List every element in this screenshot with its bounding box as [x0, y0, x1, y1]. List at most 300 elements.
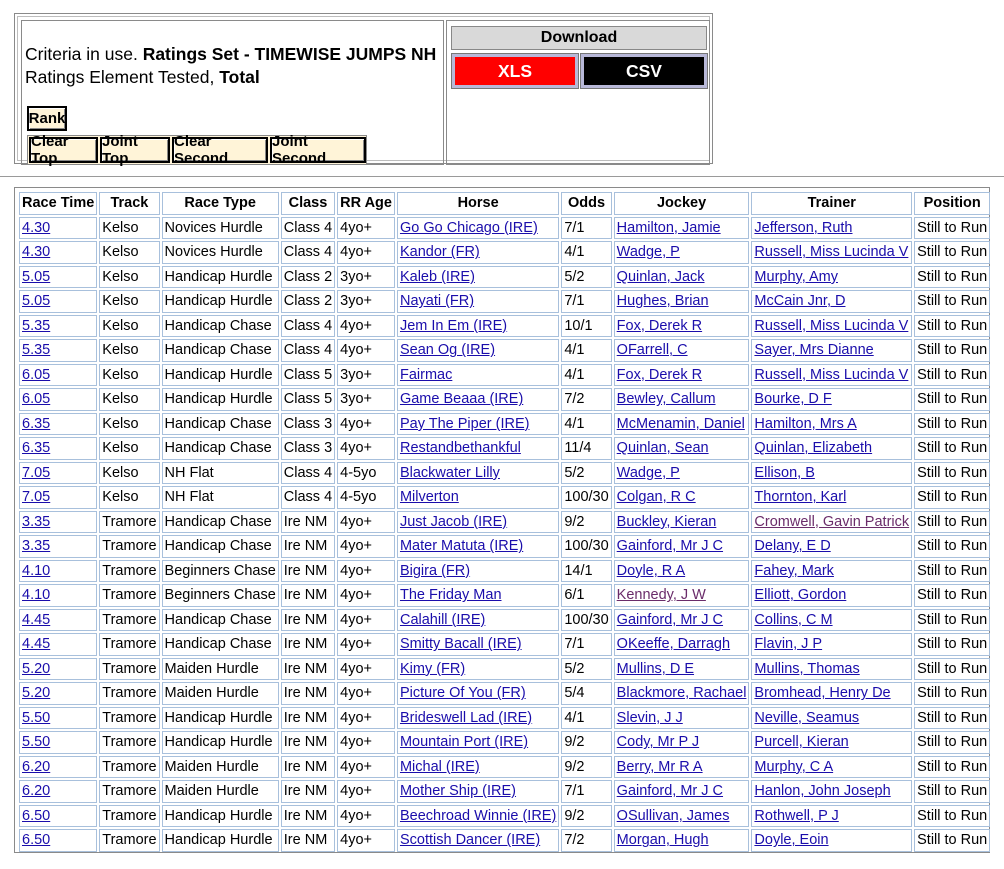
- class-cell: Class 4: [281, 241, 335, 264]
- jockey-cell: [614, 486, 750, 509]
- race-time-cell: [19, 535, 97, 558]
- jockey-link[interactable]: Gainford, Mr J C: [616, 611, 724, 628]
- position-cell: Still to Run: [914, 584, 990, 607]
- track-cell: Tramore: [99, 511, 159, 534]
- position-cell: Still to Run: [914, 217, 990, 240]
- horse-link[interactable]: Go Go Chicago (IRE): [399, 219, 538, 236]
- rr-age-cell: 4yo+: [337, 609, 395, 632]
- table-row: [19, 584, 990, 607]
- race-type-cell: Handicap Chase: [162, 511, 279, 534]
- trainer-cell: [751, 339, 912, 362]
- horse-link[interactable]: Sean Og (IRE): [399, 342, 496, 359]
- table-row: [19, 682, 990, 705]
- jockey-cell: [614, 339, 750, 362]
- class-cell: Ire NM: [281, 780, 335, 803]
- odds-cell: 4/1: [561, 707, 611, 730]
- race-time-cell: [19, 511, 97, 534]
- trainer-cell: [751, 388, 912, 411]
- race-time-cell: [19, 388, 97, 411]
- class-cell: Class 4: [281, 486, 335, 509]
- race-time-link[interactable]: 5.05: [22, 293, 51, 310]
- horse-cell: [397, 511, 559, 534]
- race-time-link[interactable]: 5.35: [22, 317, 51, 334]
- race-time-link[interactable]: 6.20: [22, 783, 51, 800]
- results-table-frame: [14, 187, 990, 853]
- odds-cell: 7/2: [561, 829, 611, 852]
- race-type-cell: NH Flat: [162, 486, 279, 509]
- jockey-cell: [614, 315, 750, 338]
- horse-link[interactable]: Scottish Dancer (IRE): [399, 832, 541, 849]
- joint-top-button[interactable]: Joint Top: [100, 137, 170, 163]
- race-time-link[interactable]: 5.50: [22, 734, 51, 751]
- horse-cell: [397, 241, 559, 264]
- horse-link[interactable]: Pay The Piper (IRE): [399, 415, 530, 432]
- jockey-cell: [614, 560, 750, 583]
- jockey-cell: [614, 388, 750, 411]
- horse-link[interactable]: Kimy (FR): [399, 660, 466, 677]
- position-cell: Still to Run: [914, 388, 990, 411]
- ratings-set: Ratings Set - TIMEWISE JUMPS NH: [142, 44, 437, 64]
- col-header-track: Track: [99, 192, 159, 215]
- col-header-jockey: Jockey: [614, 192, 750, 215]
- horse-cell: [397, 805, 559, 828]
- trainer-link[interactable]: Hanlon, John Joseph: [754, 783, 891, 800]
- rr-age-cell: 4yo+: [337, 805, 395, 828]
- track-cell: Kelso: [99, 364, 159, 387]
- jockey-link[interactable]: Wadge, P: [616, 464, 680, 481]
- race-type-cell: Novices Hurdle: [162, 217, 279, 240]
- odds-cell: 7/2: [561, 388, 611, 411]
- rr-age-cell: 3yo+: [337, 290, 395, 313]
- position-cell: Still to Run: [914, 315, 990, 338]
- race-time-cell: [19, 829, 97, 852]
- horse-cell: [397, 658, 559, 681]
- race-time-link[interactable]: 5.50: [22, 709, 51, 726]
- race-time-cell: [19, 731, 97, 754]
- jockey-link[interactable]: Hughes, Brian: [616, 293, 709, 310]
- horse-link[interactable]: Nayati (FR): [399, 293, 475, 310]
- trainer-link[interactable]: Russell, Miss Lucinda V: [754, 317, 909, 334]
- horse-link[interactable]: Brideswell Lad (IRE): [399, 709, 533, 726]
- track-cell: Tramore: [99, 584, 159, 607]
- race-time-link[interactable]: 6.05: [22, 391, 51, 408]
- trainer-cell: [751, 535, 912, 558]
- race-time-cell: [19, 315, 97, 338]
- trainer-link[interactable]: Thornton, Karl: [754, 489, 847, 506]
- table-row: [19, 707, 990, 730]
- trainer-link[interactable]: Fahey, Mark: [754, 562, 834, 579]
- trainer-link[interactable]: Russell, Miss Lucinda V: [754, 244, 909, 261]
- track-cell: Tramore: [99, 805, 159, 828]
- trainer-link[interactable]: Doyle, Eoin: [754, 832, 829, 849]
- trainer-link[interactable]: Delany, E D: [754, 538, 831, 555]
- clear-second-button[interactable]: Clear Second: [172, 137, 268, 163]
- rr-age-cell: 4yo+: [337, 584, 395, 607]
- jockey-cell: [614, 462, 750, 485]
- position-cell: Still to Run: [914, 511, 990, 534]
- trainer-cell: [751, 413, 912, 436]
- table-row: [19, 437, 990, 460]
- horse-cell: [397, 707, 559, 730]
- race-type-cell: Handicap Chase: [162, 437, 279, 460]
- odds-cell: 11/4: [561, 437, 611, 460]
- jockey-link[interactable]: Mullins, D E: [616, 660, 695, 677]
- horse-link[interactable]: Restandbethankful: [399, 440, 521, 457]
- trainer-link[interactable]: Ellison, B: [754, 464, 815, 481]
- table-row: [19, 315, 990, 338]
- col-header-position: Position: [914, 192, 990, 215]
- race-time-cell: [19, 217, 97, 240]
- horse-link[interactable]: Game Beaaa (IRE): [399, 391, 524, 408]
- col-header-race-type: Race Type: [162, 192, 279, 215]
- trainer-link[interactable]: Russell, Miss Lucinda V: [754, 366, 909, 383]
- odds-cell: 7/1: [561, 633, 611, 656]
- horse-link[interactable]: Blackwater Lilly: [399, 464, 500, 481]
- horse-link[interactable]: Beechroad Winnie (IRE): [399, 807, 557, 824]
- class-cell: Class 4: [281, 339, 335, 362]
- race-time-cell: [19, 486, 97, 509]
- track-cell: Tramore: [99, 609, 159, 632]
- race-time-cell: [19, 609, 97, 632]
- track-cell: Kelso: [99, 217, 159, 240]
- track-cell: Kelso: [99, 315, 159, 338]
- trainer-link[interactable]: Cromwell, Gavin Patrick: [754, 513, 910, 530]
- race-time-link[interactable]: 7.05: [22, 489, 51, 506]
- horse-cell: [397, 535, 559, 558]
- odds-cell: 9/2: [561, 805, 611, 828]
- track-cell: Kelso: [99, 486, 159, 509]
- race-time-link[interactable]: 4.45: [22, 636, 51, 653]
- position-cell: Still to Run: [914, 633, 990, 656]
- race-time-link[interactable]: 4.30: [22, 244, 51, 261]
- jockey-cell: [614, 756, 750, 779]
- xls-download-button[interactable]: XLS: [452, 54, 578, 88]
- table-row: [19, 462, 990, 485]
- jockey-link[interactable]: Slevin, J J: [616, 709, 683, 726]
- jockey-link[interactable]: OFarrell, C: [616, 342, 688, 359]
- track-cell: Kelso: [99, 290, 159, 313]
- rr-age-cell: 4yo+: [337, 339, 395, 362]
- col-header-trainer: Trainer: [751, 192, 912, 215]
- class-cell: Ire NM: [281, 731, 335, 754]
- race-time-link[interactable]: 6.50: [22, 807, 51, 824]
- horse-link[interactable]: Mountain Port (IRE): [399, 734, 529, 751]
- position-cell: Still to Run: [914, 731, 990, 754]
- race-time-cell: [19, 462, 97, 485]
- race-time-link[interactable]: 6.35: [22, 415, 51, 432]
- jockey-link[interactable]: Blackmore, Rachael: [616, 685, 747, 702]
- jockey-link[interactable]: Wadge, P: [616, 244, 680, 261]
- table-row: [19, 633, 990, 656]
- race-type-cell: Handicap Chase: [162, 413, 279, 436]
- jockey-link[interactable]: Doyle, R A: [616, 562, 686, 579]
- race-time-link[interactable]: 5.05: [22, 268, 51, 285]
- trainer-link[interactable]: Sayer, Mrs Dianne: [754, 342, 874, 359]
- trainer-link[interactable]: Elliott, Gordon: [754, 587, 847, 604]
- race-type-cell: Handicap Hurdle: [162, 388, 279, 411]
- race-time-cell: [19, 413, 97, 436]
- trainer-link[interactable]: Mullins, Thomas: [754, 660, 860, 677]
- horse-link[interactable]: Fairmac: [399, 366, 453, 383]
- rank-button[interactable]: Rank: [27, 106, 67, 131]
- rr-age-cell: 4yo+: [337, 829, 395, 852]
- horse-cell: [397, 829, 559, 852]
- criteria-prefix: Criteria in use.: [25, 44, 143, 64]
- race-time-link[interactable]: 4.30: [22, 219, 51, 236]
- rr-age-cell: 4yo+: [337, 241, 395, 264]
- race-time-cell: [19, 707, 97, 730]
- class-cell: Class 4: [281, 315, 335, 338]
- jockey-link[interactable]: Fox, Derek R: [616, 366, 703, 383]
- horse-cell: [397, 437, 559, 460]
- position-cell: Still to Run: [914, 486, 990, 509]
- horse-cell: [397, 315, 559, 338]
- track-cell: Tramore: [99, 829, 159, 852]
- rr-age-cell: 4yo+: [337, 731, 395, 754]
- trainer-link[interactable]: Hamilton, Mrs A: [754, 415, 857, 432]
- race-time-cell: [19, 633, 97, 656]
- table-row: [19, 535, 990, 558]
- results-body: [19, 217, 990, 852]
- trainer-link[interactable]: Bourke, D F: [754, 391, 832, 408]
- class-cell: Class 2: [281, 290, 335, 313]
- download-cell: [446, 20, 710, 165]
- horse-link[interactable]: The Friday Man: [399, 587, 502, 604]
- race-time-link[interactable]: 3.35: [22, 538, 51, 555]
- trainer-cell: [751, 707, 912, 730]
- jockey-link[interactable]: Morgan, Hugh: [616, 832, 709, 849]
- horse-cell: [397, 388, 559, 411]
- horse-cell: [397, 633, 559, 656]
- class-cell: Ire NM: [281, 584, 335, 607]
- race-time-link[interactable]: 4.10: [22, 587, 51, 604]
- horse-cell: [397, 266, 559, 289]
- jockey-link[interactable]: OSullivan, James: [616, 807, 730, 824]
- race-time-cell: [19, 658, 97, 681]
- class-cell: Ire NM: [281, 511, 335, 534]
- race-type-cell: Maiden Hurdle: [162, 780, 279, 803]
- jockey-link[interactable]: Buckley, Kieran: [616, 513, 717, 530]
- race-type-cell: Handicap Hurdle: [162, 290, 279, 313]
- trainer-link[interactable]: Collins, C M: [754, 611, 833, 628]
- results-table: [17, 190, 992, 854]
- table-row: [19, 511, 990, 534]
- horse-link[interactable]: Just Jacob (IRE): [399, 513, 508, 530]
- jockey-link[interactable]: Quinlan, Jack: [616, 268, 705, 285]
- horse-cell: [397, 560, 559, 583]
- jockey-link[interactable]: Fox, Derek R: [616, 317, 703, 334]
- table-row: [19, 658, 990, 681]
- download-heading: Download: [451, 26, 707, 50]
- horse-link[interactable]: Kaleb (IRE): [399, 268, 475, 285]
- track-cell: Tramore: [99, 707, 159, 730]
- horse-link[interactable]: Jem In Em (IRE): [399, 317, 508, 334]
- table-row: [19, 290, 990, 313]
- rr-age-cell: 4yo+: [337, 780, 395, 803]
- jockey-link[interactable]: Gainford, Mr J C: [616, 538, 724, 555]
- col-header-odds: Odds: [561, 192, 611, 215]
- trainer-cell: [751, 658, 912, 681]
- track-cell: Kelso: [99, 413, 159, 436]
- odds-cell: 10/1: [561, 315, 611, 338]
- race-time-cell: [19, 437, 97, 460]
- trainer-link[interactable]: Rothwell, P J: [754, 807, 839, 824]
- position-cell: Still to Run: [914, 658, 990, 681]
- race-type-cell: Maiden Hurdle: [162, 682, 279, 705]
- horse-cell: [397, 339, 559, 362]
- jockey-link[interactable]: OKeeffe, Darragh: [616, 636, 731, 653]
- horse-cell: [397, 682, 559, 705]
- jockey-link[interactable]: Kennedy, J W: [616, 587, 706, 604]
- class-cell: Ire NM: [281, 829, 335, 852]
- class-cell: Class 4: [281, 462, 335, 485]
- horse-link[interactable]: Michal (IRE): [399, 758, 480, 775]
- race-time-link[interactable]: 6.50: [22, 832, 51, 849]
- clear-top-button[interactable]: Clear Top: [29, 137, 98, 163]
- jockey-link[interactable]: Hamilton, Jamie: [616, 219, 721, 236]
- jockey-link[interactable]: Quinlan, Sean: [616, 440, 709, 457]
- race-type-cell: Beginners Chase: [162, 584, 279, 607]
- odds-cell: 6/1: [561, 584, 611, 607]
- track-cell: Tramore: [99, 756, 159, 779]
- race-time-link[interactable]: 6.35: [22, 440, 51, 457]
- trainer-link[interactable]: Bromhead, Henry De: [754, 685, 891, 702]
- race-time-cell: [19, 560, 97, 583]
- rr-age-cell: 4yo+: [337, 535, 395, 558]
- rr-age-cell: 4-5yo: [337, 462, 395, 485]
- trainer-cell: [751, 315, 912, 338]
- horse-cell: [397, 731, 559, 754]
- odds-cell: 5/2: [561, 658, 611, 681]
- csv-download-button[interactable]: CSV: [581, 54, 707, 88]
- class-cell: Ire NM: [281, 805, 335, 828]
- track-cell: Kelso: [99, 266, 159, 289]
- race-time-link[interactable]: 5.20: [22, 660, 51, 677]
- horse-link[interactable]: Picture Of You (FR): [399, 685, 526, 702]
- criteria-cell: [21, 20, 444, 165]
- rr-age-cell: 3yo+: [337, 388, 395, 411]
- jockey-link[interactable]: McMenamin, Daniel: [616, 415, 745, 432]
- position-cell: Still to Run: [914, 829, 990, 852]
- position-cell: Still to Run: [914, 682, 990, 705]
- track-cell: Tramore: [99, 658, 159, 681]
- rr-age-cell: 4-5yo: [337, 486, 395, 509]
- odds-cell: 4/1: [561, 413, 611, 436]
- horse-cell: [397, 584, 559, 607]
- horse-link[interactable]: Bigira (FR): [399, 562, 471, 579]
- table-row: [19, 560, 990, 583]
- race-time-link[interactable]: 7.05: [22, 464, 51, 481]
- horse-cell: [397, 756, 559, 779]
- race-time-link[interactable]: 4.45: [22, 611, 51, 628]
- race-type-cell: Handicap Chase: [162, 315, 279, 338]
- rr-age-cell: 4yo+: [337, 707, 395, 730]
- position-cell: Still to Run: [914, 266, 990, 289]
- race-type-cell: Handicap Hurdle: [162, 731, 279, 754]
- trainer-link[interactable]: Flavin, J P: [754, 636, 823, 653]
- jockey-cell: [614, 535, 750, 558]
- race-type-cell: Novices Hurdle: [162, 241, 279, 264]
- rr-age-cell: 4yo+: [337, 413, 395, 436]
- horse-link[interactable]: Smitty Bacall (IRE): [399, 636, 522, 653]
- jockey-link[interactable]: Berry, Mr R A: [616, 758, 703, 775]
- class-cell: Ire NM: [281, 756, 335, 779]
- horse-cell: [397, 780, 559, 803]
- trainer-link[interactable]: Murphy, Amy: [754, 268, 838, 285]
- rr-age-cell: 4yo+: [337, 560, 395, 583]
- race-time-link[interactable]: 4.10: [22, 562, 51, 579]
- trainer-link[interactable]: Quinlan, Elizabeth: [754, 440, 873, 457]
- track-cell: Tramore: [99, 633, 159, 656]
- odds-cell: 5/2: [561, 266, 611, 289]
- track-cell: Kelso: [99, 388, 159, 411]
- trainer-link[interactable]: Purcell, Kieran: [754, 734, 849, 751]
- jockey-link[interactable]: Colgan, R C: [616, 489, 696, 506]
- horse-link[interactable]: Milverton: [399, 489, 459, 506]
- race-time-cell: [19, 780, 97, 803]
- rr-age-cell: 4yo+: [337, 658, 395, 681]
- table-row: [19, 339, 990, 362]
- jockey-link[interactable]: Cody, Mr P J: [616, 734, 700, 751]
- joint-second-button[interactable]: Joint Second: [270, 137, 366, 163]
- track-cell: Tramore: [99, 682, 159, 705]
- trainer-cell: [751, 682, 912, 705]
- table-row: [19, 731, 990, 754]
- race-type-cell: NH Flat: [162, 462, 279, 485]
- horse-link[interactable]: Kandor (FR): [399, 244, 480, 261]
- odds-cell: 100/30: [561, 535, 611, 558]
- jockey-cell: [614, 609, 750, 632]
- race-time-link[interactable]: 6.20: [22, 758, 51, 775]
- trainer-link[interactable]: Neville, Seamus: [754, 709, 860, 726]
- trainer-link[interactable]: Jefferson, Ruth: [754, 219, 853, 236]
- table-row: [19, 780, 990, 803]
- track-cell: Tramore: [99, 780, 159, 803]
- trainer-cell: [751, 829, 912, 852]
- jockey-link[interactable]: Bewley, Callum: [616, 391, 716, 408]
- rr-age-cell: 4yo+: [337, 633, 395, 656]
- trainer-cell: [751, 486, 912, 509]
- race-type-cell: Handicap Chase: [162, 609, 279, 632]
- class-cell: Ire NM: [281, 633, 335, 656]
- criteria-panel: [14, 13, 713, 167]
- jockey-cell: [614, 217, 750, 240]
- race-type-cell: Handicap Hurdle: [162, 364, 279, 387]
- jockey-link[interactable]: Gainford, Mr J C: [616, 783, 724, 800]
- horse-link[interactable]: Mother Ship (IRE): [399, 783, 517, 800]
- trainer-cell: [751, 290, 912, 313]
- rr-age-cell: 4yo+: [337, 437, 395, 460]
- horse-cell: [397, 364, 559, 387]
- race-time-link[interactable]: 5.35: [22, 342, 51, 359]
- race-time-cell: [19, 756, 97, 779]
- horse-link[interactable]: Mater Matuta (IRE): [399, 538, 524, 555]
- trainer-link[interactable]: McCain Jnr, D: [754, 293, 846, 310]
- odds-cell: 4/1: [561, 241, 611, 264]
- trainer-link[interactable]: Murphy, C A: [754, 758, 834, 775]
- race-time-link[interactable]: 3.35: [22, 513, 51, 530]
- race-type-cell: Handicap Hurdle: [162, 829, 279, 852]
- position-cell: Still to Run: [914, 290, 990, 313]
- table-header-row: [19, 192, 990, 215]
- race-type-cell: Handicap Hurdle: [162, 805, 279, 828]
- horse-link[interactable]: Calahill (IRE): [399, 611, 486, 628]
- jockey-cell: [614, 584, 750, 607]
- race-time-link[interactable]: 6.05: [22, 366, 51, 383]
- odds-cell: 100/30: [561, 486, 611, 509]
- jockey-cell: [614, 437, 750, 460]
- race-time-link[interactable]: 5.20: [22, 685, 51, 702]
